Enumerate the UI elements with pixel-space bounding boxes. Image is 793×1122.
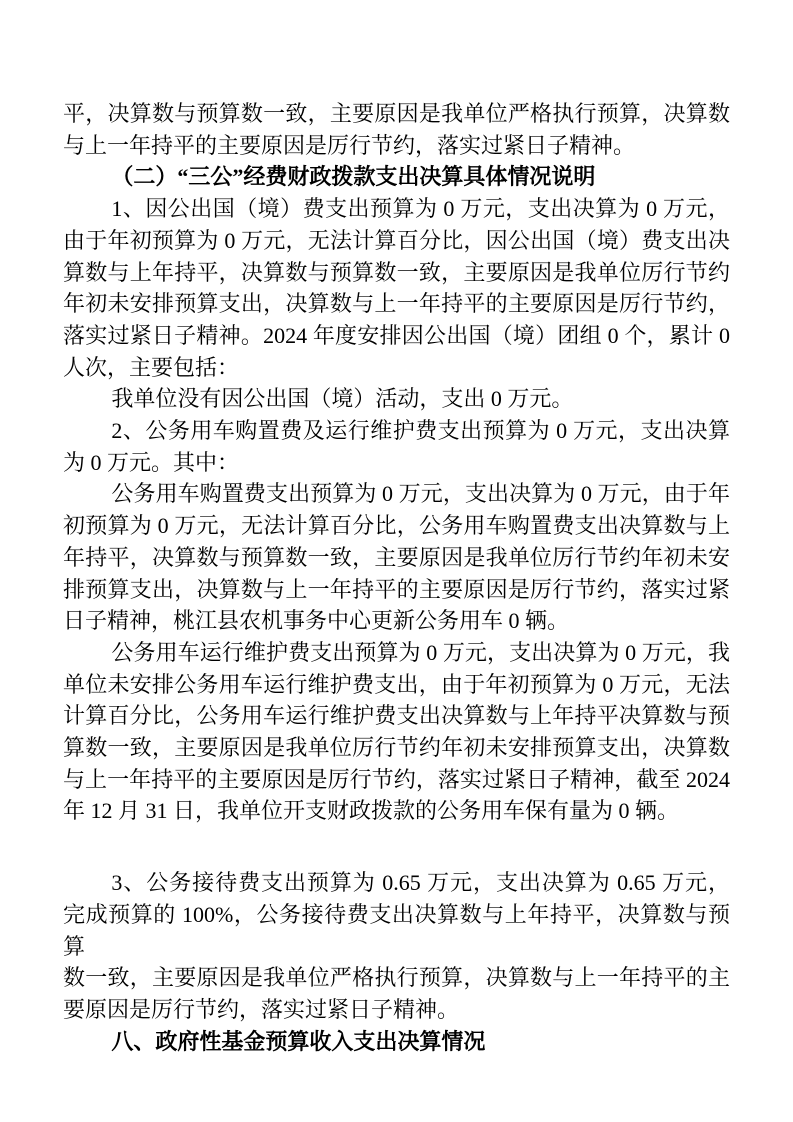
blank-line bbox=[63, 827, 730, 867]
text-line: 单位未安排公务用车运行维护费支出，由于年初预算为 0 万元，无法 bbox=[63, 671, 730, 697]
text-line: 落实过紧日子精神。2024 年度安排因公出国（境）团组 0 个，累计 0 bbox=[63, 322, 730, 348]
text-line: 2、公务用车购置费及运行维护费支出预算为 0 万元，支出决算 bbox=[111, 418, 730, 444]
text-line: 3、公务接待费支出预算为 0.65 万元，支出决算为 0.65 万元， bbox=[111, 870, 730, 896]
text-line: 排预算支出，决算数与上一年持平的主要原因是厉行节约，落实过紧 bbox=[63, 576, 730, 602]
text-line: 由于年初预算为 0 万元，无法计算百分比，因公出国（境）费支出决 bbox=[63, 227, 730, 253]
text-line: 为 0 万元。其中： bbox=[63, 449, 240, 475]
section-heading: （二）“三公”经费财政拨款支出决算具体情况说明 bbox=[111, 164, 596, 190]
text-line: 与上一年持平的主要原因是厉行节约，落实过紧日子精神。 bbox=[63, 132, 636, 158]
text-line: 公务用车购置费支出预算为 0 万元，支出决算为 0 万元，由于年 bbox=[111, 481, 730, 507]
text-line: 与上一年持平的主要原因是厉行节约，落实过紧日子精神，截至 2024 bbox=[63, 766, 730, 792]
document-text-block bbox=[63, 98, 730, 1057]
text-line: 初预算为 0 万元，无法计算百分比，公务用车购置费支出决算数与上 bbox=[63, 513, 730, 539]
text-line: 要原因是厉行节约，落实过紧日子精神。 bbox=[63, 996, 460, 1022]
text-line: 数一致，主要原因是我单位严格执行预算，决算数与上一年持平的主 bbox=[63, 965, 730, 991]
text-line: 日子精神，桃江县农机事务中心更新公务用车 0 辆。 bbox=[63, 608, 570, 634]
text-line: 1、因公出国（境）费支出预算为 0 万元，支出决算为 0 万元， bbox=[111, 196, 730, 222]
text-line: 年持平，决算数与预算数一致，主要原因是我单位厉行节约年初未安 bbox=[63, 544, 730, 570]
text-line: 我单位没有因公出国（境）活动，支出 0 万元。 bbox=[111, 386, 574, 412]
text-line: 平，决算数与预算数一致，主要原因是我单位严格执行预算，决算数 bbox=[63, 101, 730, 126]
text-line: 算数与上年持平，决算数与预算数一致，主要原因是我单位厉行节约 bbox=[63, 259, 730, 285]
text-line: 年初未安排预算支出，决算数与上一年持平的主要原因是厉行节约， bbox=[63, 291, 730, 317]
text-line: 完成预算的 100%，公务接待费支出决算数与上年持平，决算数与预算 bbox=[63, 901, 730, 959]
text-line: 公务用车运行维护费支出预算为 0 万元，支出决算为 0 万元，我 bbox=[111, 639, 730, 665]
text-line: 算数一致，主要原因是我单位厉行节约年初未安排预算支出，决算数 bbox=[63, 735, 730, 761]
text-line: 年 12 月 31 日，我单位开支财政拨款的公务用车保有量为 0 辆。 bbox=[63, 798, 680, 824]
section-heading: 八、政府性基金预算收入支出决算情况 bbox=[111, 1028, 486, 1054]
text-line: 计算百分比，公务用车运行维护费支出决算数与上年持平决算数与预 bbox=[63, 703, 730, 729]
text-line: 人次，主要包括： bbox=[63, 354, 240, 380]
